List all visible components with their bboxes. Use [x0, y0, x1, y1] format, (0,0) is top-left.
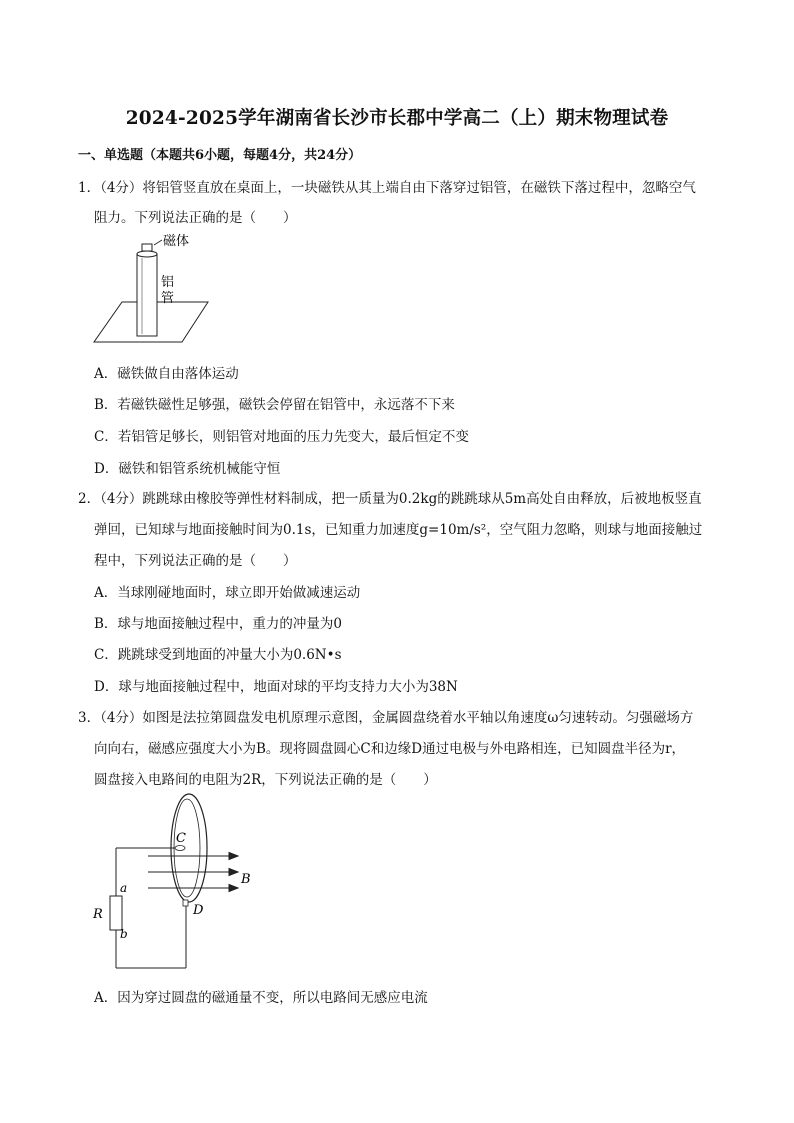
brush-d [183, 900, 188, 906]
label-a: a [120, 881, 128, 895]
label-b-field: B [241, 872, 251, 887]
tube-top [137, 251, 157, 257]
axle [175, 846, 185, 851]
label-b-terminal: b [120, 927, 128, 941]
q2-stem-line-3: 程中，下列说法正确的是（ ） [94, 553, 297, 569]
q1-option-b: B．若磁铁磁性足够强，磁铁会停留在铝管中，永远落不下来 [94, 397, 455, 413]
resistor [110, 896, 122, 930]
q1-option-c: C．若铝管足够长，则铝管对地面的压力先变大，最后恒定不变 [94, 429, 469, 445]
label-tube-2: 管 [161, 291, 175, 306]
q1-option-d: D．磁铁和铝管系统机械能守恒 [94, 461, 281, 477]
q2-option-c: C．跳跳球受到地面的冲量大小为0.6N•s [94, 647, 342, 663]
q1-figure-magnet-tube [90, 230, 210, 345]
q2-option-a: A．当球刚碰地面时，球立即开始做减速运动 [94, 585, 361, 601]
section-heading: 一、单选题（本题共6小题，每题4分，共24分） [78, 148, 362, 163]
q3-option-a: A．因为穿过圆盘的磁通量不变，所以电路间无感应电流 [94, 990, 428, 1006]
q3-figure-faraday-disk [90, 800, 270, 975]
q1-option-a: A．磁铁做自由落体运动 [94, 366, 239, 382]
label-c: C [176, 831, 186, 846]
q3-stem-line-2: 向向右，磁感应强度大小为B。现将圆盘圆心C和边缘D通过电极与外电路相连，已知圆盘半径为r， [94, 741, 686, 757]
q2-stem-line-2: 弹回，已知球与地面接触时间为0.1s，已知重力加速度g=10m/s²，空气阻力忽略，则球与地面接触过 [94, 522, 703, 538]
label-tube-1: 铝 [161, 275, 175, 290]
q3-stem-line-1: 3．（4分）如图是法拉第圆盘发电机原理示意图，金属圆盘绕着水平轴以角速度ω匀速转动。匀强磁场方 [78, 710, 694, 726]
label-magnet: 磁体 [163, 234, 190, 249]
q1-stem-line-1: 1．（4分）将铝管竖直放在桌面上，一块磁铁从其上端自由下落穿过铝管，在磁铁下落过程中，忽略空气 [78, 180, 696, 196]
aluminum-tube [137, 254, 157, 336]
page-title: 2024-2025学年湖南省长沙市长郡中学高二（上）期末物理试卷 [125, 108, 669, 129]
q2-option-b: B．球与地面接触过程中，重力的冲量为0 [94, 616, 343, 632]
label-r: R [93, 907, 103, 922]
label-d: D [193, 903, 204, 918]
q2-option-d: D．球与地面接触过程中，地面对球的平均支持力大小为38N [94, 679, 458, 695]
q1-stem-line-2: 阻力。下列说法正确的是（ ） [94, 210, 297, 226]
q3-stem-line-3: 圆盘接入电路间的电阻为2R，下列说法正确的是（ ） [94, 772, 437, 788]
magnetic-field-arrows [148, 853, 238, 892]
q2-stem-line-1: 2．（4分）跳跳球由橡胶等弹性材料制成，把一质量为0.2kg的跳跳球从5m高处自由释放，后被地板竖直 [78, 491, 702, 507]
magnet [142, 244, 152, 251]
